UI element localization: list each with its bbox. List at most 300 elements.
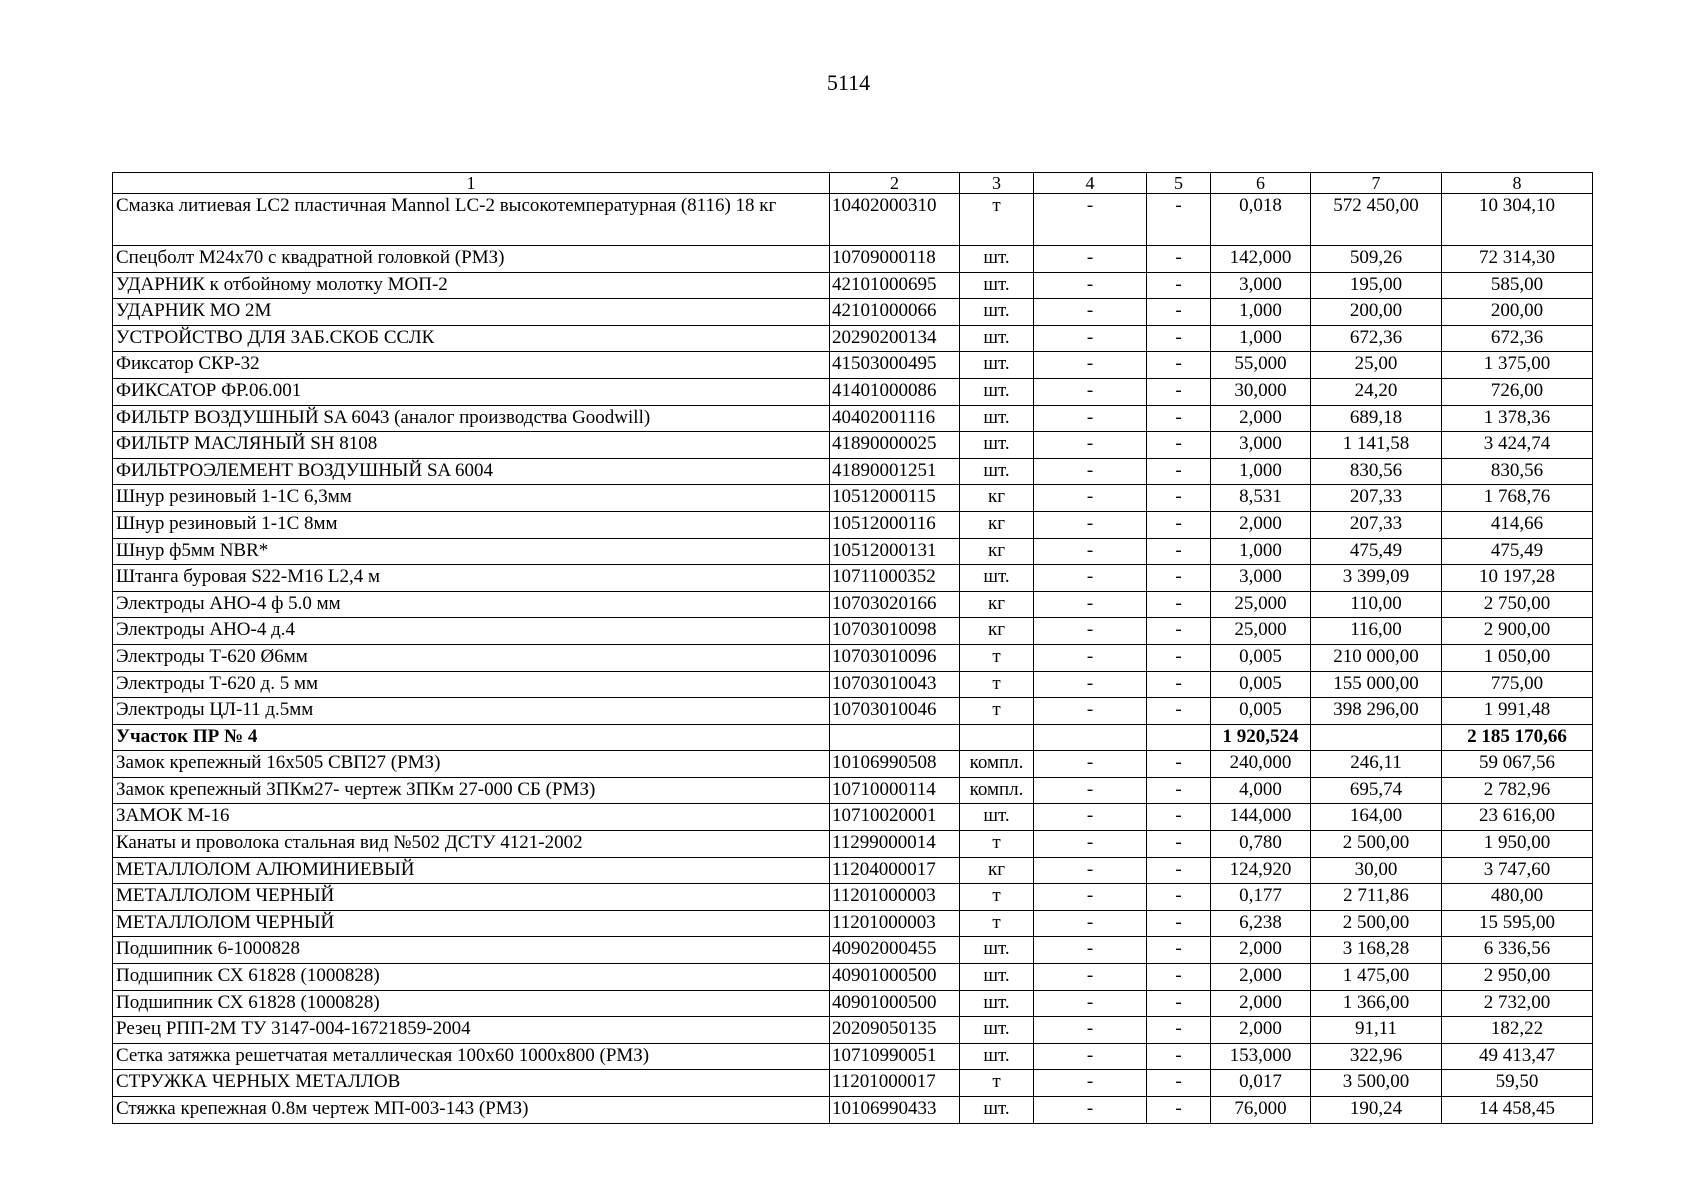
item-col5: - (1147, 1017, 1211, 1044)
item-sum: 2 750,00 (1442, 591, 1593, 618)
item-price: 830,56 (1311, 458, 1442, 485)
item-name: Электроды АНО-4 д.4 (113, 618, 830, 645)
item-col4: - (1034, 751, 1147, 778)
item-price: 110,00 (1311, 591, 1442, 618)
item-code: 11299000014 (830, 831, 960, 858)
table-row (113, 325, 1593, 352)
item-unit: т (960, 698, 1034, 725)
item-unit: шт. (960, 272, 1034, 299)
item-unit: шт. (960, 458, 1034, 485)
item-quantity: 124,920 (1211, 857, 1311, 884)
item-quantity: 2,000 (1211, 405, 1311, 432)
item-col4: - (1034, 671, 1147, 698)
item-code: 40901000500 (830, 990, 960, 1017)
item-code: 10710020001 (830, 804, 960, 831)
item-code: 41401000086 (830, 378, 960, 405)
item-code: 11201000003 (830, 884, 960, 911)
item-quantity: 3,000 (1211, 272, 1311, 299)
item-name: Замок крепежный ЗПКм27- чертеж ЗПКм 27-000 СБ (РМЗ) (113, 777, 830, 804)
item-col4: - (1034, 538, 1147, 565)
item-quantity: 0,005 (1211, 671, 1311, 698)
item-quantity: 2,000 (1211, 990, 1311, 1017)
table-row (113, 591, 1593, 618)
item-col5: - (1147, 299, 1211, 326)
item-unit: шт. (960, 1043, 1034, 1070)
item-col5: - (1147, 485, 1211, 512)
item-col5: - (1147, 1097, 1211, 1124)
item-quantity: 4,000 (1211, 777, 1311, 804)
item-sum: 14 458,45 (1442, 1097, 1593, 1124)
item-sum: 10 304,10 (1442, 194, 1593, 246)
item-quantity: 76,000 (1211, 1097, 1311, 1124)
item-col5: - (1147, 432, 1211, 459)
item-code: 10106990508 (830, 751, 960, 778)
table-row (113, 857, 1593, 884)
item-sum: 10 197,28 (1442, 565, 1593, 592)
item-col4: - (1034, 511, 1147, 538)
item-name: УСТРОЙСТВО ДЛЯ ЗАБ.СКОБ ССЛК (113, 325, 830, 352)
item-unit: т (960, 644, 1034, 671)
table-body (113, 194, 1593, 1124)
item-price: 3 500,00 (1311, 1070, 1442, 1097)
item-col5: - (1147, 246, 1211, 273)
item-sum: 1 375,00 (1442, 352, 1593, 379)
item-price: 116,00 (1311, 618, 1442, 645)
item-code: 10703020166 (830, 591, 960, 618)
item-price: 689,18 (1311, 405, 1442, 432)
item-quantity: 3,000 (1211, 565, 1311, 592)
table-row (113, 751, 1593, 778)
item-unit: т (960, 671, 1034, 698)
item-col5: - (1147, 964, 1211, 991)
item-col4: - (1034, 352, 1147, 379)
table-row (113, 432, 1593, 459)
item-price: 672,36 (1311, 325, 1442, 352)
item-col4: - (1034, 964, 1147, 991)
item-unit: шт. (960, 990, 1034, 1017)
item-sum: 830,56 (1442, 458, 1593, 485)
item-quantity: 6,238 (1211, 910, 1311, 937)
item-name: Фиксатор СКР-32 (113, 352, 830, 379)
item-name: Электроды Т-620 Ø6мм (113, 644, 830, 671)
item-name: ФИЛЬТРОЭЛЕМЕНТ ВОЗДУШНЫЙ SA 6004 (113, 458, 830, 485)
item-col5: - (1147, 831, 1211, 858)
table-row (113, 990, 1593, 1017)
table-row (113, 458, 1593, 485)
item-unit: шт. (960, 804, 1034, 831)
item-name: МЕТАЛЛОЛОМ ЧЕРНЫЙ (113, 910, 830, 937)
item-col4: - (1034, 1070, 1147, 1097)
item-sum: 72 314,30 (1442, 246, 1593, 273)
item-col4: - (1034, 644, 1147, 671)
item-name: Спецболт М24х70 с квадратной головкой (РМЗ) (113, 246, 830, 273)
item-price: 322,96 (1311, 1043, 1442, 1070)
item-col4: - (1034, 325, 1147, 352)
item-code: 11204000017 (830, 857, 960, 884)
item-sum: 200,00 (1442, 299, 1593, 326)
item-quantity: 8,531 (1211, 485, 1311, 512)
item-name: УДАРНИК МО 2М (113, 299, 830, 326)
item-col4: - (1034, 1017, 1147, 1044)
item-name: Участок ПР № 4 (113, 724, 830, 751)
item-price: 200,00 (1311, 299, 1442, 326)
item-col4: - (1034, 618, 1147, 645)
item-col4: - (1034, 831, 1147, 858)
item-col4: - (1034, 937, 1147, 964)
item-price: 190,24 (1311, 1097, 1442, 1124)
item-sum: 414,66 (1442, 511, 1593, 538)
item-sum: 2 782,96 (1442, 777, 1593, 804)
item-code: 10703010098 (830, 618, 960, 645)
table-row (113, 831, 1593, 858)
item-col4: - (1034, 378, 1147, 405)
item-code: 10703010043 (830, 671, 960, 698)
table-row (113, 405, 1593, 432)
item-col4: - (1034, 910, 1147, 937)
column-number-row (113, 173, 1593, 194)
item-col5: - (1147, 910, 1211, 937)
table-row (113, 511, 1593, 538)
item-code: 40902000455 (830, 937, 960, 964)
item-unit: кг (960, 618, 1034, 645)
item-col5: - (1147, 698, 1211, 725)
item-unit: шт. (960, 565, 1034, 592)
column-header: 4 (1034, 173, 1147, 194)
item-price: 207,33 (1311, 511, 1442, 538)
item-price: 25,00 (1311, 352, 1442, 379)
item-sum: 1 768,76 (1442, 485, 1593, 512)
item-sum: 475,49 (1442, 538, 1593, 565)
item-col4: - (1034, 405, 1147, 432)
item-col5: - (1147, 804, 1211, 831)
item-col5 (1147, 724, 1211, 751)
item-name: ЗАМОК М-16 (113, 804, 830, 831)
item-price: 695,74 (1311, 777, 1442, 804)
table-row (113, 644, 1593, 671)
item-unit: шт. (960, 246, 1034, 273)
item-code: 10512000115 (830, 485, 960, 512)
item-quantity: 25,000 (1211, 591, 1311, 618)
item-col5: - (1147, 325, 1211, 352)
item-price: 195,00 (1311, 272, 1442, 299)
item-unit: шт. (960, 299, 1034, 326)
item-price: 3 399,09 (1311, 565, 1442, 592)
item-quantity: 0,005 (1211, 698, 1311, 725)
item-price: 2 500,00 (1311, 910, 1442, 937)
item-col4: - (1034, 194, 1147, 246)
item-sum: 182,22 (1442, 1017, 1593, 1044)
item-col5: - (1147, 405, 1211, 432)
table-row (113, 618, 1593, 645)
item-col5: - (1147, 378, 1211, 405)
item-unit: шт. (960, 937, 1034, 964)
item-quantity: 55,000 (1211, 352, 1311, 379)
item-name: СТРУЖКА ЧЕРНЫХ МЕТАЛЛОВ (113, 1070, 830, 1097)
item-col4: - (1034, 777, 1147, 804)
column-header: 1 (113, 173, 830, 194)
page-number: 5114 (826, 70, 871, 95)
item-unit: т (960, 831, 1034, 858)
item-sum: 49 413,47 (1442, 1043, 1593, 1070)
item-col5: - (1147, 884, 1211, 911)
item-col5: - (1147, 671, 1211, 698)
item-sum: 585,00 (1442, 272, 1593, 299)
item-name: Шнур резиновый 1-1С 8мм (113, 511, 830, 538)
item-name: Смазка литиевая LC2 пластичная Mannol LC-2 высокотемпературная (8116) 18 кг (113, 194, 830, 246)
column-header: 3 (960, 173, 1034, 194)
table-row (113, 698, 1593, 725)
item-name: Электроды Т-620 д. 5 мм (113, 671, 830, 698)
table-row (113, 804, 1593, 831)
item-col5: - (1147, 352, 1211, 379)
item-col5: - (1147, 990, 1211, 1017)
item-col5: - (1147, 937, 1211, 964)
item-unit: компл. (960, 777, 1034, 804)
item-unit: шт. (960, 432, 1034, 459)
item-price: 30,00 (1311, 857, 1442, 884)
item-unit: шт. (960, 352, 1034, 379)
item-quantity: 0,017 (1211, 1070, 1311, 1097)
item-name: УДАРНИК к отбойному молотку МОП-2 (113, 272, 830, 299)
item-col5: - (1147, 618, 1211, 645)
item-unit: кг (960, 591, 1034, 618)
item-price: 475,49 (1311, 538, 1442, 565)
item-col4 (1034, 724, 1147, 751)
item-code: 11201000017 (830, 1070, 960, 1097)
item-col5: - (1147, 644, 1211, 671)
item-name: МЕТАЛЛОЛОМ АЛЮМИНИЕВЫЙ (113, 857, 830, 884)
item-sum: 23 616,00 (1442, 804, 1593, 831)
item-sum: 2 732,00 (1442, 990, 1593, 1017)
item-code (830, 724, 960, 751)
item-sum: 59,50 (1442, 1070, 1593, 1097)
item-name: Подшипник СХ 61828 (1000828) (113, 964, 830, 991)
item-sum: 6 336,56 (1442, 937, 1593, 964)
item-quantity: 30,000 (1211, 378, 1311, 405)
inventory-table (112, 172, 1593, 1124)
item-price: 2 500,00 (1311, 831, 1442, 858)
item-sum: 1 991,48 (1442, 698, 1593, 725)
item-price: 3 168,28 (1311, 937, 1442, 964)
item-quantity: 153,000 (1211, 1043, 1311, 1070)
item-sum: 480,00 (1442, 884, 1593, 911)
item-code: 41890000025 (830, 432, 960, 459)
item-price: 398 296,00 (1311, 698, 1442, 725)
item-quantity: 2,000 (1211, 1017, 1311, 1044)
item-col4: - (1034, 990, 1147, 1017)
table-row (113, 964, 1593, 991)
item-price: 572 450,00 (1311, 194, 1442, 246)
item-code: 10402000310 (830, 194, 960, 246)
item-price: 210 000,00 (1311, 644, 1442, 671)
item-code: 42101000066 (830, 299, 960, 326)
item-code: 20290200134 (830, 325, 960, 352)
table-row (113, 777, 1593, 804)
item-code: 20209050135 (830, 1017, 960, 1044)
table-row (113, 1043, 1593, 1070)
item-unit: шт. (960, 1097, 1034, 1124)
item-quantity: 1 920,524 (1211, 724, 1311, 751)
item-quantity: 240,000 (1211, 751, 1311, 778)
item-price: 164,00 (1311, 804, 1442, 831)
item-col4: - (1034, 1097, 1147, 1124)
item-code: 10711000352 (830, 565, 960, 592)
item-col4: - (1034, 272, 1147, 299)
item-price: 24,20 (1311, 378, 1442, 405)
table-row (113, 884, 1593, 911)
item-sum: 672,36 (1442, 325, 1593, 352)
table-row (113, 1017, 1593, 1044)
item-name: ФИКСАТОР ФР.06.001 (113, 378, 830, 405)
table-row (113, 910, 1593, 937)
item-col4: - (1034, 565, 1147, 592)
item-sum: 1 378,36 (1442, 405, 1593, 432)
item-quantity: 2,000 (1211, 964, 1311, 991)
item-code: 40901000500 (830, 964, 960, 991)
item-sum: 726,00 (1442, 378, 1593, 405)
item-quantity: 1,000 (1211, 458, 1311, 485)
item-code: 10710000114 (830, 777, 960, 804)
item-col4: - (1034, 458, 1147, 485)
item-col5: - (1147, 857, 1211, 884)
item-col5: - (1147, 1070, 1211, 1097)
item-unit: т (960, 910, 1034, 937)
table-row (113, 485, 1593, 512)
item-col5: - (1147, 751, 1211, 778)
table-row (113, 194, 1593, 246)
item-unit: шт. (960, 964, 1034, 991)
item-code: 10710990051 (830, 1043, 960, 1070)
item-unit: шт. (960, 325, 1034, 352)
item-price (1311, 724, 1442, 751)
table-row (113, 565, 1593, 592)
item-col5: - (1147, 1043, 1211, 1070)
table-row (113, 1097, 1593, 1124)
item-code: 41503000495 (830, 352, 960, 379)
item-name: Электроды АНО-4 ф 5.0 мм (113, 591, 830, 618)
table-row (113, 352, 1593, 379)
item-code: 10512000116 (830, 511, 960, 538)
item-col4: - (1034, 246, 1147, 273)
item-name: МЕТАЛЛОЛОМ ЧЕРНЫЙ (113, 884, 830, 911)
item-col4: - (1034, 299, 1147, 326)
item-unit: шт. (960, 1017, 1034, 1044)
item-sum: 2 900,00 (1442, 618, 1593, 645)
item-name: Резец РПП-2М ТУ 3147-004-16721859-2004 (113, 1017, 830, 1044)
item-quantity: 1,000 (1211, 538, 1311, 565)
item-quantity: 1,000 (1211, 325, 1311, 352)
item-unit: т (960, 194, 1034, 246)
item-unit: шт. (960, 378, 1034, 405)
table-row (113, 246, 1593, 273)
item-sum: 1 050,00 (1442, 644, 1593, 671)
item-code: 10106990433 (830, 1097, 960, 1124)
item-price: 246,11 (1311, 751, 1442, 778)
item-quantity: 142,000 (1211, 246, 1311, 273)
item-name: ФИЛЬТР ВОЗДУШНЫЙ SA 6043 (аналог производства Goodwill) (113, 405, 830, 432)
item-unit: т (960, 1070, 1034, 1097)
item-unit: компл. (960, 751, 1034, 778)
item-unit: кг (960, 511, 1034, 538)
item-quantity: 25,000 (1211, 618, 1311, 645)
item-col4: - (1034, 884, 1147, 911)
item-unit: т (960, 884, 1034, 911)
item-quantity: 0,780 (1211, 831, 1311, 858)
item-col4: - (1034, 857, 1147, 884)
item-quantity: 3,000 (1211, 432, 1311, 459)
column-header: 8 (1442, 173, 1593, 194)
item-quantity: 0,177 (1211, 884, 1311, 911)
item-price: 207,33 (1311, 485, 1442, 512)
item-price: 2 711,86 (1311, 884, 1442, 911)
item-sum: 2 950,00 (1442, 964, 1593, 991)
column-header: 7 (1311, 173, 1442, 194)
item-name: Электроды ЦЛ-11 д.5мм (113, 698, 830, 725)
item-unit (960, 724, 1034, 751)
item-quantity: 0,018 (1211, 194, 1311, 246)
item-name: Штанга буровая S22-M16 L2,4 м (113, 565, 830, 592)
item-sum: 15 595,00 (1442, 910, 1593, 937)
item-unit: кг (960, 485, 1034, 512)
item-quantity: 0,005 (1211, 644, 1311, 671)
item-col4: - (1034, 698, 1147, 725)
table-row (113, 671, 1593, 698)
table-row (113, 299, 1593, 326)
table-row (113, 538, 1593, 565)
item-code: 42101000695 (830, 272, 960, 299)
item-name: Канаты и проволока стальная вид №502 ДСТУ 4121-2002 (113, 831, 830, 858)
item-price: 1 141,58 (1311, 432, 1442, 459)
item-name: Подшипник СХ 61828 (1000828) (113, 990, 830, 1017)
item-name: Сетка затяжка решетчатая металлическая 100х60 1000х800 (РМЗ) (113, 1043, 830, 1070)
item-price: 155 000,00 (1311, 671, 1442, 698)
item-col5: - (1147, 565, 1211, 592)
item-name: Стяжка крепежная 0.8м чертеж МП-003-143 (РМЗ) (113, 1097, 830, 1124)
item-code: 10709000118 (830, 246, 960, 273)
item-quantity: 2,000 (1211, 511, 1311, 538)
item-code: 10703010046 (830, 698, 960, 725)
item-code: 41890001251 (830, 458, 960, 485)
item-col5: - (1147, 538, 1211, 565)
column-header: 5 (1147, 173, 1211, 194)
item-sum: 2 185 170,66 (1442, 724, 1593, 751)
item-col5: - (1147, 458, 1211, 485)
item-col4: - (1034, 804, 1147, 831)
item-unit: кг (960, 538, 1034, 565)
item-unit: кг (960, 857, 1034, 884)
item-col4: - (1034, 432, 1147, 459)
item-code: 10512000131 (830, 538, 960, 565)
item-sum: 59 067,56 (1442, 751, 1593, 778)
item-name: Шнур ф5мм NBR* (113, 538, 830, 565)
item-col4: - (1034, 485, 1147, 512)
item-name: Шнур резиновый 1-1С 6,3мм (113, 485, 830, 512)
item-col5: - (1147, 591, 1211, 618)
item-price: 509,26 (1311, 246, 1442, 273)
item-col4: - (1034, 1043, 1147, 1070)
table-row (113, 378, 1593, 405)
item-name: Подшипник 6-1000828 (113, 937, 830, 964)
item-price: 1 475,00 (1311, 964, 1442, 991)
item-sum: 3 424,74 (1442, 432, 1593, 459)
item-col5: - (1147, 777, 1211, 804)
item-name: Замок крепежный 16х505 СВП27 (РМЗ) (113, 751, 830, 778)
table-row (113, 937, 1593, 964)
column-header: 2 (830, 173, 960, 194)
item-quantity: 144,000 (1211, 804, 1311, 831)
item-quantity: 1,000 (1211, 299, 1311, 326)
item-col4: - (1034, 591, 1147, 618)
